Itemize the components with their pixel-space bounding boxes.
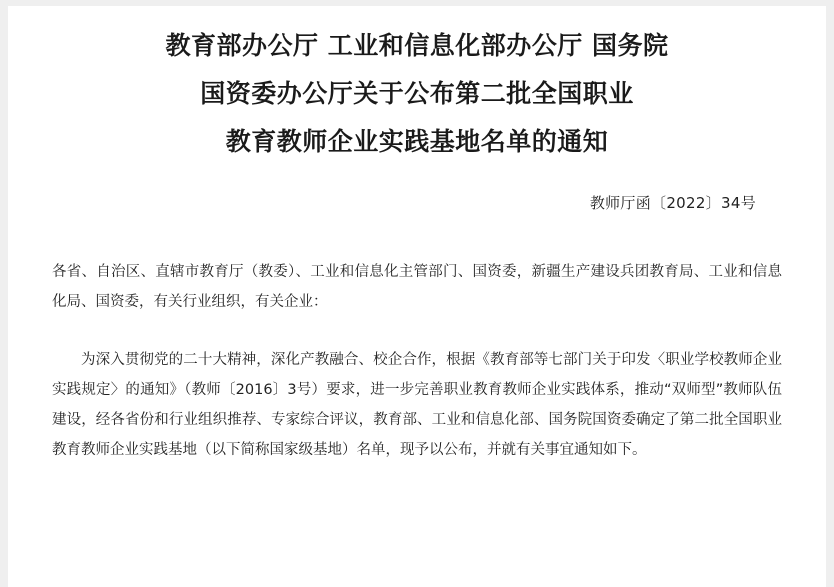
title-line-1: 教育部办公厅 工业和信息化部办公厅 国务院 bbox=[165, 31, 669, 60]
document-title bbox=[67, 22, 767, 166]
title-line-3: 教育教师企业实践基地名单的通知 bbox=[225, 127, 609, 156]
body-paragraph-1: 为深入贯彻党的二十大精神，深化产教融合、校企合作，根据《教育部等七部门关于印发〈职业学校教师企业实践规定〉的通知》（教师〔2016〕3号）要求，进一步完善职业教育教师企业实践体系，推动“双师型”教师队伍建设，经各省份和行业组织推荐、专家综合评议，教育部、工业和信息化部、国务院国资委确定了第二批全国职业教育教师企业实践基地（以下简称国家级基地）名单，现予以公布，并就有关事宜通知如下。 bbox=[52, 352, 782, 458]
recipients-line: 各省、自治区、直辖市教育厅（教委）、工业和信息化主管部门、国资委，新疆生产建设兵团教育局、工业和信息化局、国资委，有关行业组织，有关企业： bbox=[52, 264, 782, 310]
title-line-2: 国资委办公厅关于公布第二批全国职业 bbox=[200, 79, 634, 108]
document-number: 教师厅函〔2022〕34号 bbox=[589, 194, 756, 212]
